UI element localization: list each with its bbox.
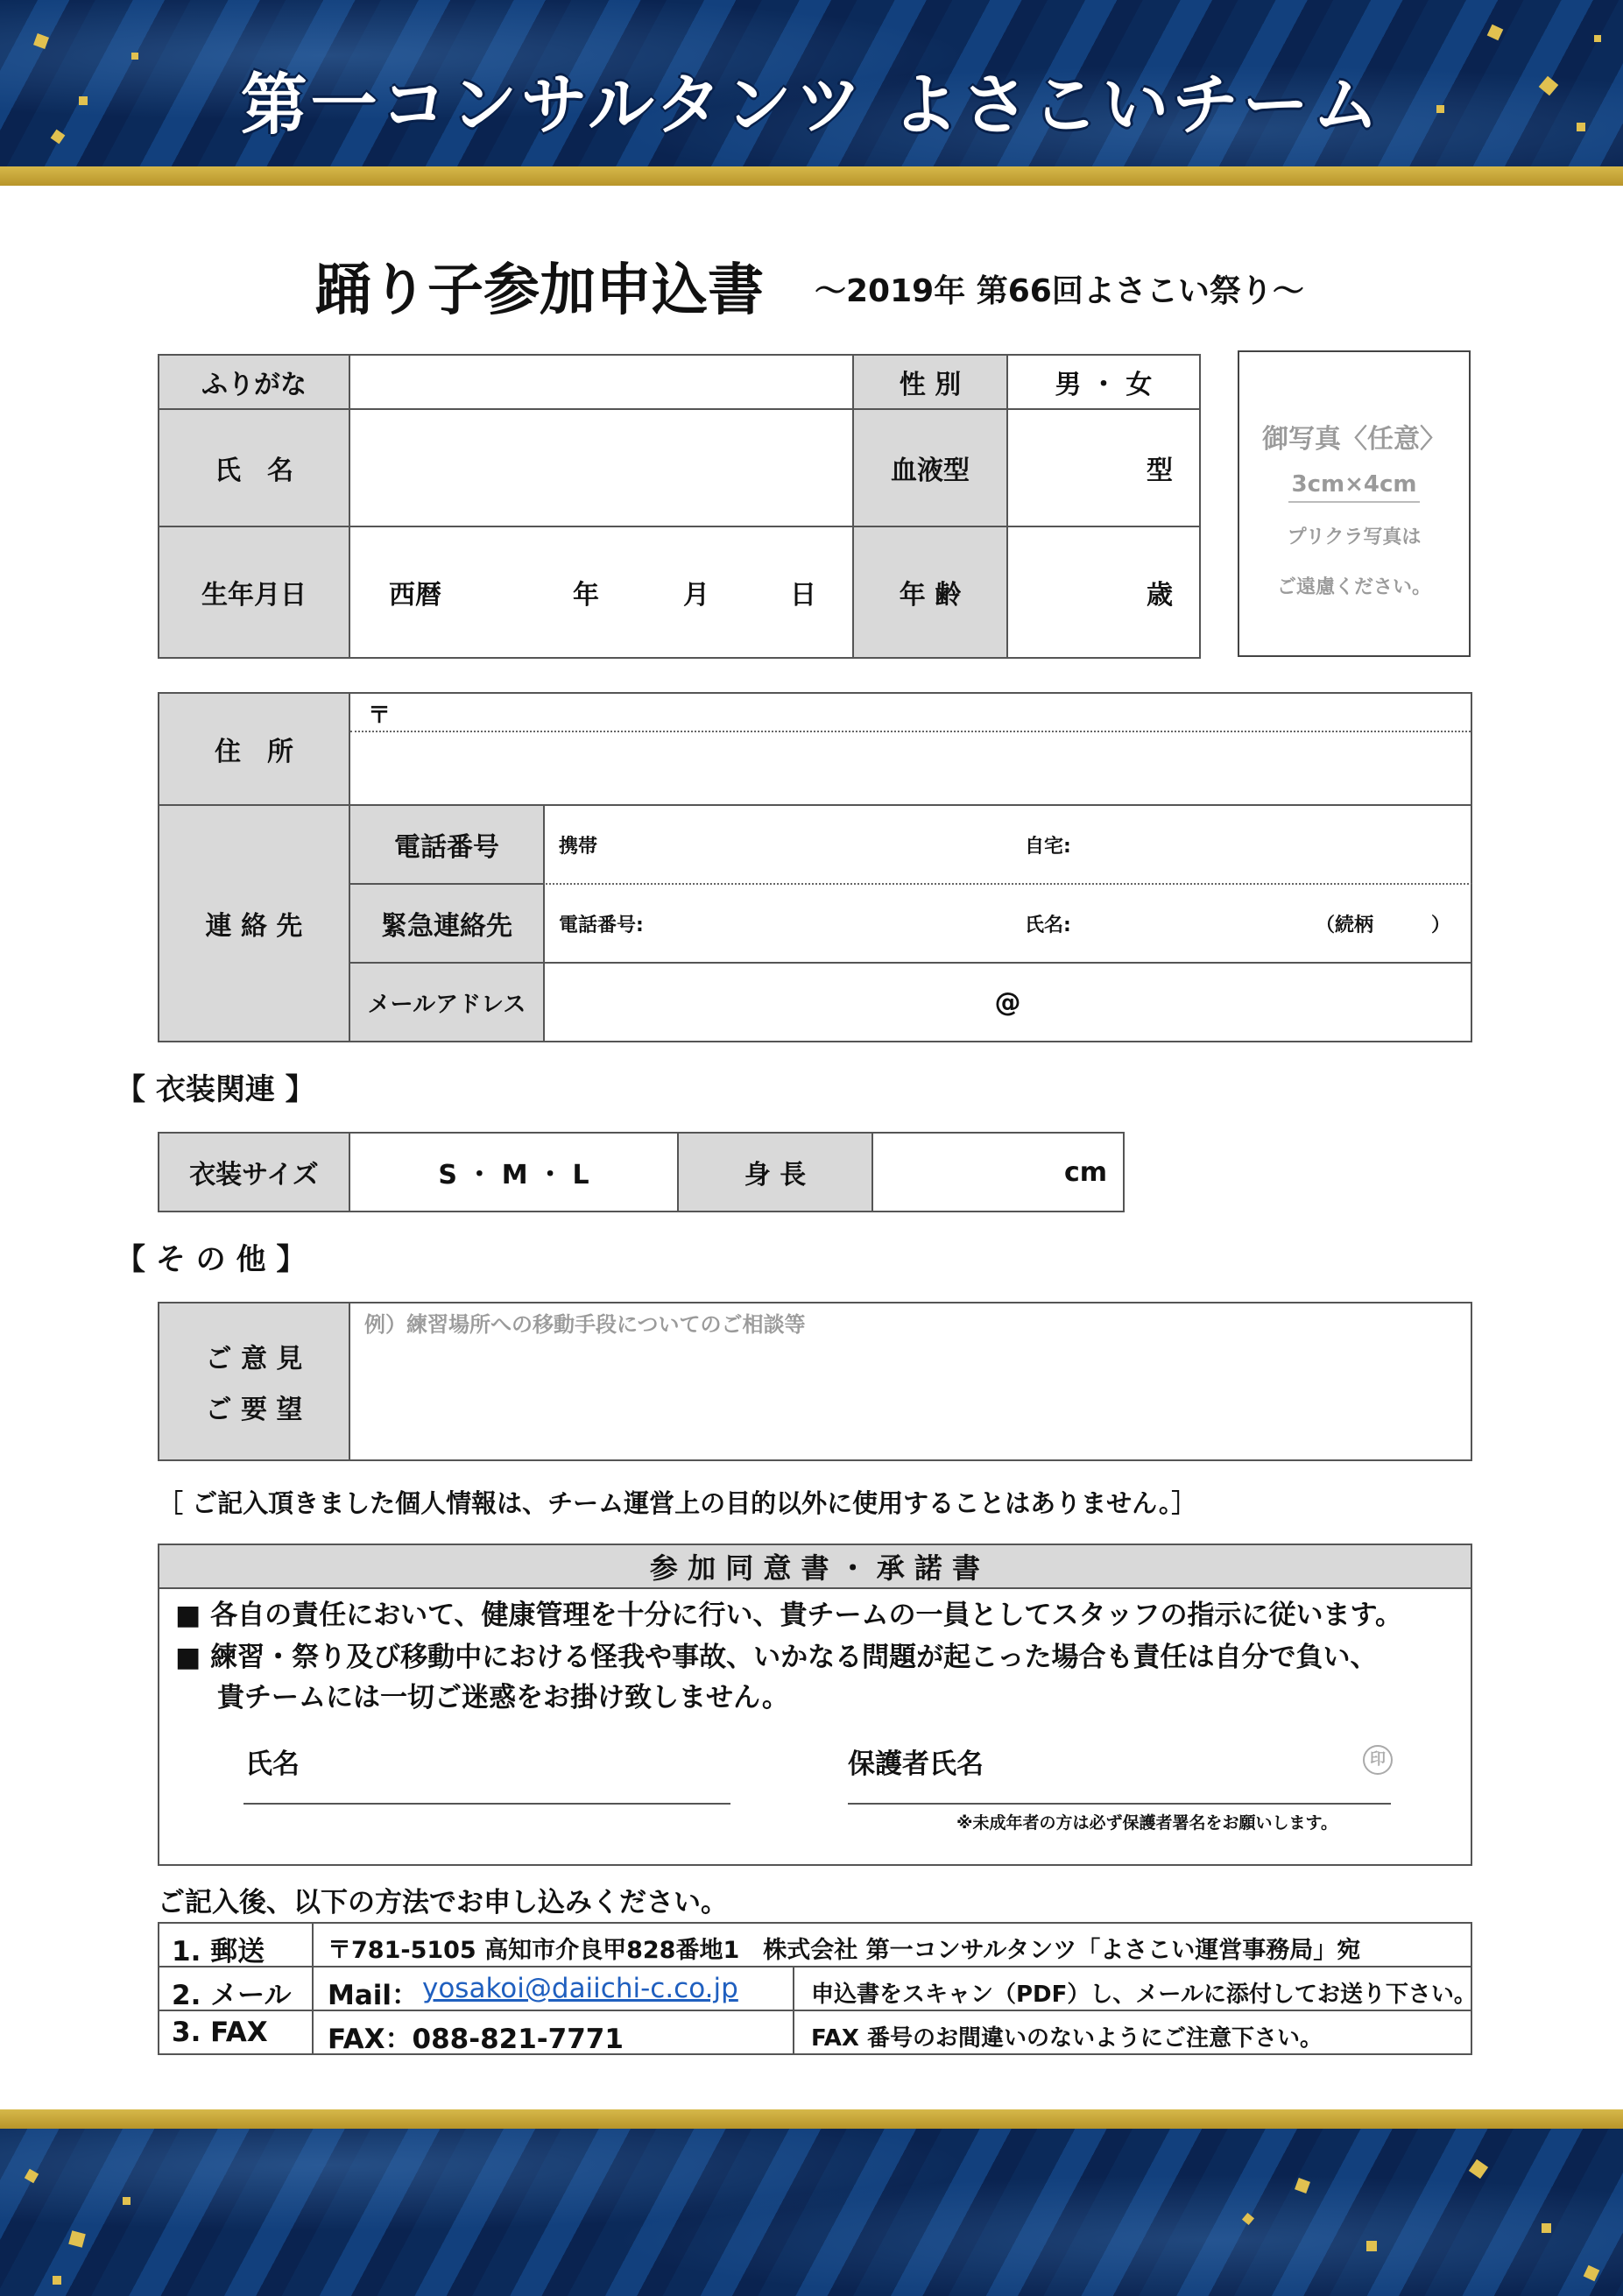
column-divider [793, 2011, 794, 2055]
height-field[interactable] [871, 1132, 1125, 1212]
age-label: 年 齢 [852, 526, 1008, 659]
height-label: 身 長 [677, 1132, 873, 1212]
photo-box[interactable] [1238, 350, 1471, 657]
other-section-title: 【 そ の 他 】 [116, 1242, 307, 1277]
gold-confetti [53, 2276, 61, 2285]
relation-label: （続柄 ） [1316, 914, 1451, 936]
consent-item-2-line-2: 貴チームには一切ご迷惑をお掛け致しません。 [217, 1682, 789, 1713]
emergency-field[interactable] [543, 883, 1472, 964]
photo-note-1: プリクラ写真は [1287, 526, 1422, 548]
home-label: 自宅: [1025, 835, 1071, 858]
photo-note-2: ご遠慮ください。 [1276, 576, 1431, 598]
form-title: 踊り子参加申込書 [315, 258, 764, 323]
photo-size: 3cm×4cm [1288, 471, 1420, 503]
submission-row [159, 1924, 1471, 1967]
name-label: 氏 名 [158, 408, 350, 527]
banner-gold-stripe [0, 166, 1623, 186]
method-column-divider [312, 1924, 314, 2053]
phone-field[interactable] [543, 804, 1472, 885]
submission-row [159, 1967, 1477, 2011]
opinion-label-2: ご 要 望 [205, 1395, 303, 1425]
birth-year: 年 [573, 580, 599, 611]
bottom-banner [0, 2109, 1623, 2296]
furigana-label: ふりがな [158, 354, 350, 410]
costume-section-title: 【 衣装関連 】 [116, 1072, 315, 1107]
opinion-field[interactable] [349, 1302, 1472, 1461]
email-link[interactable]: yosakoi@daiichi-c.co.jp [422, 1973, 738, 2004]
consent-title: 参 加 同 意 書 ・ 承 諾 書 [158, 1544, 1472, 1589]
top-banner [0, 0, 1623, 186]
address-field[interactable] [349, 692, 1472, 806]
gender-label: 性 別 [852, 354, 1008, 410]
birth-month: 月 [683, 580, 709, 611]
address-divider [350, 731, 1471, 732]
photo-title: 御写真〈任意〉 [1262, 424, 1446, 455]
phone-label: 電話番号 [349, 804, 545, 885]
seal-mark: 印 [1363, 1745, 1393, 1775]
fax-number: FAX：088-821-7771 [328, 2024, 624, 2055]
email-at: @ [994, 986, 1021, 1018]
email-field[interactable] [543, 962, 1472, 1042]
column-divider [793, 1967, 794, 2011]
method-label: 3. FAX [172, 2017, 268, 2048]
costume-size-options[interactable]: S ・ M ・ L [349, 1132, 679, 1212]
gold-confetti [123, 2197, 131, 2205]
consent-name-label: 氏名 [245, 1748, 300, 1780]
furigana-field[interactable] [349, 354, 854, 410]
birthdate-field[interactable] [349, 526, 854, 659]
gold-confetti [1469, 2159, 1488, 2179]
consent-item-1: ■ 各自の責任において、健康管理を十分に行い、貴チームの一員としてスタッフの指示に従います。 [175, 1600, 1402, 1631]
age-field[interactable] [1006, 526, 1201, 659]
gold-confetti [25, 2169, 39, 2183]
guardian-note: ※未成年者の方は必ず保護者署名をお願いします。 [956, 1813, 1337, 1833]
mobile-label: 携帯 [559, 835, 598, 858]
submission-row [159, 2011, 1471, 2055]
gold-confetti [1295, 2178, 1310, 2194]
blood-type-field[interactable] [1006, 408, 1201, 527]
gold-confetti [1366, 2241, 1377, 2251]
name-field[interactable] [349, 408, 854, 527]
guardian-name-line[interactable] [848, 1803, 1391, 1805]
method-label: 1. 郵送 [172, 1936, 265, 1967]
method-label: 2. メール [172, 1980, 292, 2011]
guardian-name-label: 保護者氏名 [848, 1748, 984, 1780]
email-note: 申込書をスキャン（PDF）し、メールに添付してお送り下さい。 [811, 1982, 1477, 2008]
postal-mark: 〒 [368, 703, 392, 729]
gold-confetti [68, 2230, 86, 2248]
emergency-name-label: 氏名: [1025, 914, 1071, 936]
consent-item-2-line-1: ■ 練習・祭り及び移動中における怪我や事故、いかなる問題が起こった場合も責任は自分で負い、 [175, 1642, 1378, 1673]
opinion-placeholder: 例）練習場所への移動手段についてのご相談等 [364, 1312, 806, 1337]
fax-note: FAX 番号のお間違いのないようにご注意下さい。 [811, 2025, 1323, 2052]
privacy-note: ［ ご記入頂きました個人情報は、チーム運営上の目的以外に使用することはありません。］ [158, 1488, 1197, 1518]
emergency-phone-label: 電話番号: [559, 914, 644, 936]
birth-era: 西暦 [389, 580, 441, 611]
contact-label: 連 絡 先 [158, 804, 350, 1042]
opinion-label-1: ご 意 見 [205, 1344, 303, 1374]
gender-options[interactable]: 男 ・ 女 [1006, 354, 1201, 410]
gold-confetti [1542, 2223, 1551, 2233]
consent-name-line[interactable] [243, 1803, 730, 1805]
form-subtitle: ～2019年 第66回よさこい祭り～ [815, 273, 1304, 309]
costume-size-label: 衣装サイズ [158, 1132, 350, 1212]
age-suffix: 歳 [1147, 580, 1173, 611]
gold-confetti [1584, 2265, 1600, 2282]
gold-confetti [1242, 2213, 1254, 2225]
mail-address: 〒781-5105 高知市介良甲828番地1 株式会社 第一コンサルタンツ「よさこい運営事務局」宛 [328, 1937, 1361, 1964]
address-label: 住 所 [158, 692, 350, 806]
blood-type-suffix: 型 [1147, 456, 1173, 486]
banner-title: 第一コンサルタンツ よさこいチーム [240, 66, 1383, 144]
birthdate-label: 生年月日 [158, 526, 350, 659]
submission-intro: ご記入後、以下の方法でお申し込みください。 [158, 1887, 728, 1918]
submission-table [158, 1922, 1477, 2055]
opinion-label [158, 1302, 350, 1461]
banner-gold-stripe [0, 2109, 1623, 2129]
birth-day: 日 [790, 580, 816, 611]
email-prefix: Mail： [328, 1980, 420, 2011]
blood-type-label: 血液型 [852, 408, 1008, 527]
emergency-label: 緊急連絡先 [349, 883, 545, 964]
consent-box [158, 1587, 1472, 1866]
height-unit: cm [1063, 1156, 1107, 1188]
email-label: メールアドレス [349, 962, 545, 1042]
